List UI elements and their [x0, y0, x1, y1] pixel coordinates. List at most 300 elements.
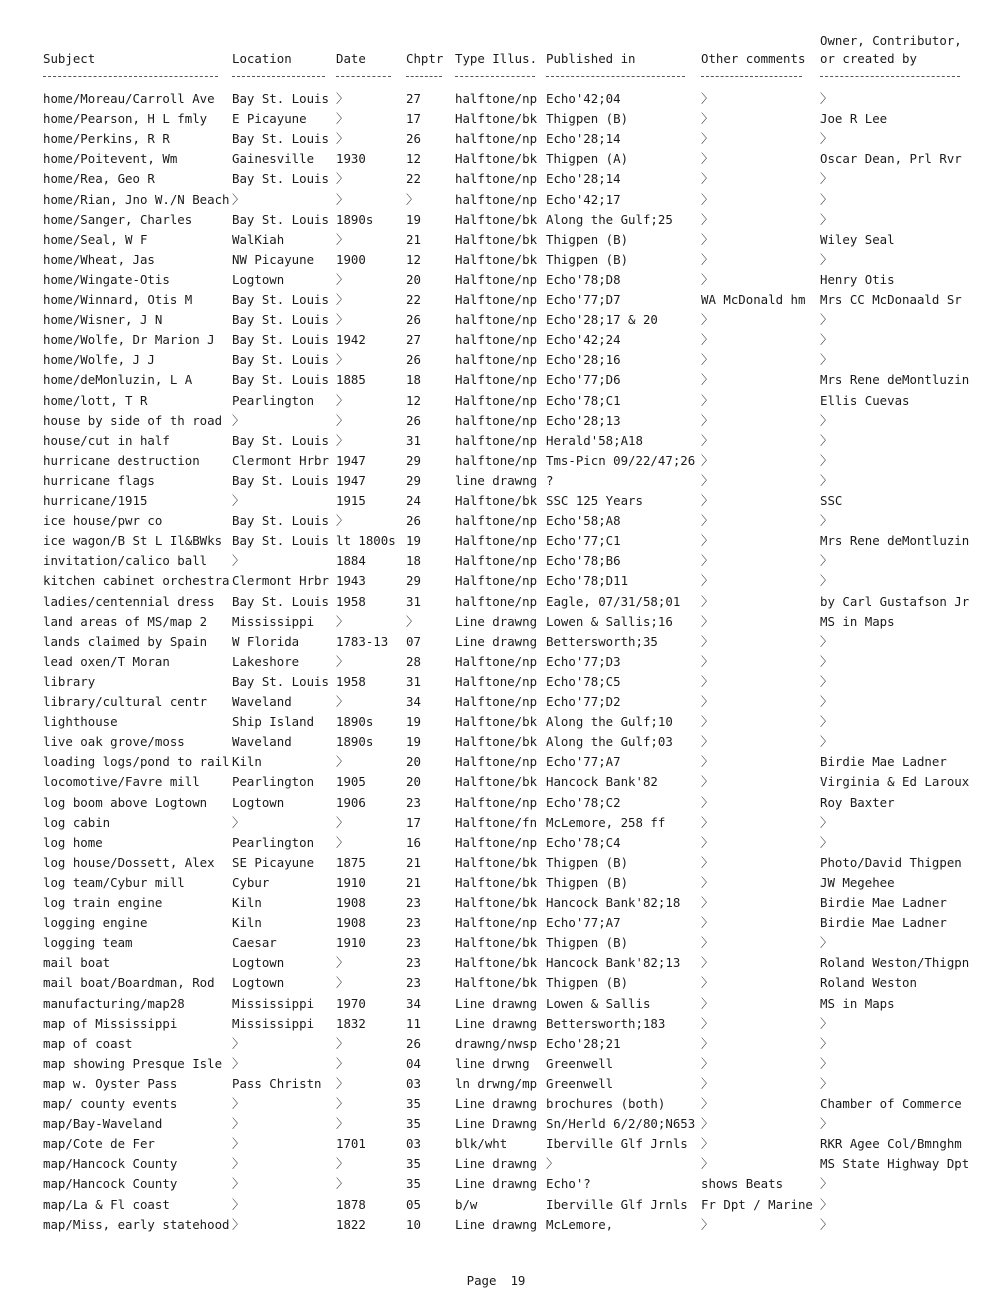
- published-cell: brochures (both): [546, 1096, 666, 1111]
- type-cell: halftone/np: [455, 171, 538, 187]
- comments-cell: 〉: [701, 955, 714, 971]
- comments-cell: 〉: [701, 211, 714, 227]
- chapter-cell: 34: [406, 694, 421, 709]
- chapter-cell: 17: [406, 814, 421, 830]
- published-cell: Bettersworth;35: [546, 633, 658, 649]
- table-row: [43, 230, 973, 250]
- chapter-cell: 21: [406, 874, 421, 890]
- comments-cell: 〉: [701, 432, 714, 448]
- chapter-cell: 19: [406, 533, 421, 549]
- subject-cell: map/Hancock County: [43, 1176, 178, 1192]
- date-cell: 1890s: [336, 714, 374, 730]
- date-cell: 〉: [336, 171, 349, 187]
- subject-cell: map/Cote de Fer: [43, 1136, 155, 1152]
- type-cell: Halftone/bk: [455, 935, 538, 951]
- table-row: [43, 712, 973, 732]
- date-cell: 1943: [336, 573, 366, 589]
- location-cell: Lakeshore: [232, 653, 300, 669]
- published-cell: Echo'77;D3: [546, 653, 621, 669]
- owner-cell: Birdie Mae Ladner: [820, 895, 947, 910]
- chapter-cell: 21: [406, 231, 421, 247]
- chapter-cell: 17: [406, 111, 421, 127]
- location-cell: Bay St. Louis: [232, 131, 329, 147]
- comments-cell: 〉: [701, 553, 714, 569]
- date-cell: 〉: [336, 352, 349, 368]
- type-cell: Halftone/bk: [455, 895, 538, 910]
- owner-cell: Chamber of Commerce: [820, 1096, 962, 1111]
- location-cell: Pass Christn: [232, 1075, 322, 1091]
- date-cell: 〉: [336, 392, 349, 408]
- type-cell: Halftone/bk: [455, 714, 538, 730]
- date-cell: 〉: [336, 231, 349, 247]
- comments-cell: 〉: [701, 392, 714, 408]
- comments-cell: 〉: [701, 513, 714, 529]
- date-cell: 1930: [336, 151, 366, 167]
- type-cell: Halftone/bk: [455, 854, 538, 870]
- subject-cell: home/Wolfe, Dr Marion J: [43, 332, 215, 348]
- date-cell: 1915: [336, 493, 366, 508]
- type-cell: Halftone/bk: [455, 493, 538, 508]
- chapter-cell: 26: [406, 412, 421, 428]
- owner-cell: Virginia & Ed Laroux: [820, 774, 970, 790]
- subject-cell: log cabin: [43, 814, 111, 830]
- type-cell: Line drawng: [455, 1156, 538, 1172]
- comments-cell: 〉: [701, 633, 714, 649]
- owner-cell: 〉: [820, 332, 833, 348]
- table-row: [43, 1114, 973, 1134]
- type-cell: Line drawng: [455, 633, 538, 649]
- table-row: [43, 129, 973, 149]
- published-cell: McLemore, 258 ff: [546, 814, 666, 830]
- owner-cell: 〉: [820, 513, 833, 529]
- table-row: [43, 1195, 973, 1215]
- comments-cell: 〉: [701, 653, 714, 669]
- comments-cell: 〉: [701, 271, 714, 287]
- owner-cell: Henry Otis: [820, 271, 895, 287]
- owner-cell: 〉: [820, 714, 833, 730]
- chapter-cell: 23: [406, 915, 421, 931]
- type-cell: Halftone/np: [455, 694, 538, 709]
- location-cell: Pearlington: [232, 834, 315, 850]
- type-cell: Halftone/bk: [455, 151, 538, 167]
- subject-cell: mail boat: [43, 955, 111, 971]
- subject-cell: log boom above Logtown: [43, 794, 208, 810]
- published-cell: Iberville Glf Jrnls: [546, 1136, 688, 1152]
- chapter-cell: 03: [406, 1075, 421, 1091]
- date-cell: 〉: [336, 1055, 349, 1071]
- date-cell: 〉: [336, 131, 349, 147]
- published-cell: Echo'28;16: [546, 352, 621, 368]
- chapter-cell: 27: [406, 91, 421, 106]
- chapter-cell: 07: [406, 633, 421, 649]
- type-cell: Line drawng: [455, 1176, 538, 1192]
- published-cell: Along the Gulf;10: [546, 714, 673, 730]
- chapter-cell: 29: [406, 452, 421, 468]
- date-cell: 1958: [336, 673, 366, 689]
- location-cell: 〉: [232, 191, 245, 207]
- date-cell: 1905: [336, 774, 366, 790]
- subject-cell: kitchen cabinet orchestra: [43, 573, 230, 589]
- location-cell: 〉: [232, 1055, 245, 1071]
- subject-cell: lead oxen/T Moran: [43, 653, 170, 669]
- location-cell: Clermont Hrbr: [232, 573, 329, 589]
- owner-cell: MS in Maps: [820, 613, 895, 629]
- type-cell: line drawng: [455, 472, 538, 488]
- chapter-cell: 23: [406, 955, 421, 971]
- comments-cell: 〉: [701, 372, 714, 388]
- type-cell: Halftone/np: [455, 573, 538, 589]
- table-row: [43, 592, 973, 612]
- comments-cell: 〉: [701, 754, 714, 770]
- location-cell: Waveland: [232, 694, 292, 709]
- type-cell: Halftone/np: [455, 834, 538, 850]
- location-cell: Kiln: [232, 895, 262, 910]
- table-row: [43, 109, 973, 129]
- table-row: [43, 752, 973, 772]
- separator-rule: [455, 67, 535, 77]
- table-row: [43, 250, 973, 270]
- date-cell: 〉: [336, 955, 349, 971]
- table-row: [43, 1074, 973, 1094]
- page-footer: [0, 1271, 992, 1291]
- published-cell: Thigpen (A): [546, 151, 629, 167]
- location-cell: Mississippi: [232, 613, 315, 629]
- chapter-cell: 29: [406, 472, 421, 488]
- table-row: [43, 1154, 973, 1174]
- comments-cell: WA McDonald hm: [701, 292, 806, 307]
- date-cell: 1947: [336, 452, 366, 468]
- published-cell: Greenwell: [546, 1075, 614, 1091]
- location-cell: Bay St. Louis: [232, 171, 329, 187]
- table-row: [43, 1134, 973, 1154]
- table-row: [43, 793, 973, 813]
- table-row: [43, 873, 973, 893]
- table-row: [43, 893, 973, 913]
- date-cell: 1970: [336, 995, 366, 1011]
- chapter-cell: 20: [406, 774, 421, 790]
- owner-header-line1: Owner, Contributor,: [820, 33, 962, 48]
- published-cell: Echo'78;C4: [546, 834, 621, 850]
- location-cell: Bay St. Louis: [232, 533, 329, 549]
- published-cell: Along the Gulf;03: [546, 734, 673, 750]
- chapter-cell: 24: [406, 493, 421, 508]
- subject-cell: log house/Dossett, Alex: [43, 854, 215, 870]
- location-cell: 〉: [232, 1035, 245, 1051]
- chapter-cell: 18: [406, 372, 421, 388]
- date-cell: 〉: [336, 312, 349, 328]
- date-cell: 〉: [336, 1156, 349, 1172]
- date-cell: 1910: [336, 874, 366, 890]
- date-cell: 〉: [336, 613, 349, 629]
- chapter-cell: 21: [406, 854, 421, 870]
- owner-cell: 〉: [820, 834, 833, 850]
- date-cell: 1947: [336, 472, 366, 488]
- separator-rule: [406, 67, 442, 77]
- table-row: [43, 1054, 973, 1074]
- chapter-cell: 23: [406, 975, 421, 991]
- location-cell: Bay St. Louis: [232, 211, 329, 227]
- comments-cell: 〉: [701, 1015, 714, 1031]
- date-cell: 〉: [336, 754, 349, 770]
- subject-cell: log train engine: [43, 895, 163, 910]
- owner-cell: 〉: [820, 553, 833, 569]
- location-cell: 〉: [232, 814, 245, 830]
- comments-cell: 〉: [701, 312, 714, 328]
- subject-cell: home/Moreau/Carroll Ave: [43, 91, 215, 106]
- location-cell: Gainesville: [232, 151, 315, 167]
- date-cell: 〉: [336, 694, 349, 709]
- owner-cell: 〉: [820, 1196, 833, 1212]
- owner-cell: 〉: [820, 573, 833, 589]
- published-cell: Echo'77;D2: [546, 694, 621, 709]
- comments-cell: 〉: [701, 1136, 714, 1152]
- chapter-cell: 19: [406, 734, 421, 750]
- comments-cell: 〉: [701, 995, 714, 1011]
- date-cell: 1958: [336, 593, 366, 609]
- comments-cell: 〉: [701, 694, 714, 709]
- owner-cell: 〉: [820, 191, 833, 207]
- header-subject: Subject: [43, 51, 96, 66]
- type-cell: Halftone/np: [455, 754, 538, 770]
- type-cell: blk/wht: [455, 1136, 508, 1152]
- date-cell: 〉: [336, 834, 349, 850]
- date-cell: 1783-13: [336, 633, 389, 649]
- type-cell: Halftone/np: [455, 653, 538, 669]
- type-cell: Line drawng: [455, 1096, 538, 1111]
- subject-cell: log team/Cybur mill: [43, 874, 185, 890]
- chapter-cell: 11: [406, 1015, 421, 1031]
- owner-cell: 〉: [820, 734, 833, 750]
- chapter-cell: 〉: [406, 613, 419, 629]
- table-row: [43, 973, 973, 993]
- comments-cell: 〉: [701, 854, 714, 870]
- subject-cell: map/Miss, early statehood: [43, 1216, 230, 1232]
- published-cell: Echo'78;D11: [546, 573, 629, 589]
- location-cell: 〉: [232, 412, 245, 428]
- location-cell: 〉: [232, 1156, 245, 1172]
- published-cell: Echo'78;C1: [546, 392, 621, 408]
- owner-cell: 〉: [820, 1015, 833, 1031]
- comments-cell: 〉: [701, 895, 714, 910]
- subject-cell: hurricane flags: [43, 472, 155, 488]
- published-cell: Echo'77;A7: [546, 915, 621, 931]
- type-cell: Halftone/bk: [455, 774, 538, 790]
- date-cell: 〉: [336, 653, 349, 669]
- comments-cell: 〉: [701, 151, 714, 167]
- location-cell: NW Picayune: [232, 251, 315, 267]
- location-cell: Bay St. Louis: [232, 332, 329, 348]
- table-row: [43, 451, 973, 471]
- type-cell: halftone/np: [455, 432, 538, 448]
- published-cell: Echo'?: [546, 1176, 591, 1192]
- table-row: [43, 531, 973, 551]
- published-cell: Tms-Picn 09/22/47;26: [546, 452, 696, 468]
- subject-cell: home/deMonluzin, L A: [43, 372, 193, 388]
- type-cell: Line drawng: [455, 995, 538, 1011]
- table-row: [43, 411, 973, 431]
- chapter-cell: 27: [406, 332, 421, 348]
- date-cell: 〉: [336, 1116, 349, 1132]
- chapter-cell: 31: [406, 432, 421, 448]
- subject-cell: home/Sanger, Charles: [43, 211, 193, 227]
- table-row: [43, 310, 973, 330]
- type-cell: halftone/np: [455, 452, 538, 468]
- subject-cell: map/Bay-Waveland: [43, 1116, 163, 1132]
- type-cell: Line drawng: [455, 1015, 538, 1031]
- location-cell: 〉: [232, 493, 245, 508]
- table-row: [43, 933, 973, 953]
- chapter-cell: 12: [406, 151, 421, 167]
- location-cell: 〉: [232, 1096, 245, 1111]
- chapter-cell: 31: [406, 673, 421, 689]
- table-row: [43, 1215, 973, 1235]
- published-cell: Herald'58;A18: [546, 432, 643, 448]
- location-cell: 〉: [232, 1176, 245, 1192]
- location-cell: Bay St. Louis: [232, 472, 329, 488]
- separator-rule: [336, 67, 391, 77]
- subject-cell: home/Wheat, Jas: [43, 251, 155, 267]
- owner-cell: 〉: [820, 653, 833, 669]
- comments-cell: 〉: [701, 814, 714, 830]
- location-cell: 〉: [232, 1116, 245, 1132]
- owner-cell: 〉: [820, 1216, 833, 1232]
- table-row: [43, 290, 973, 310]
- owner-cell: Mrs Rene deMontluzin: [820, 372, 970, 388]
- date-cell: 1942: [336, 332, 366, 348]
- date-cell: 1884: [336, 553, 366, 569]
- table-row: [43, 813, 973, 833]
- date-cell: 〉: [336, 412, 349, 428]
- owner-cell: Oscar Dean, Prl Rvr: [820, 151, 962, 167]
- subject-cell: home/Wisner, J N: [43, 312, 163, 328]
- table-row: [43, 632, 973, 652]
- owner-cell: 〉: [820, 694, 833, 709]
- type-cell: halftone/np: [455, 332, 538, 348]
- separator-rule: [232, 67, 325, 77]
- table-row: [43, 169, 973, 189]
- type-cell: Halftone/np: [455, 553, 538, 569]
- owner-cell: 〉: [820, 452, 833, 468]
- published-cell: Echo'42;04: [546, 91, 621, 106]
- location-cell: Logtown: [232, 271, 285, 287]
- subject-cell: library/cultural centr: [43, 694, 208, 709]
- owner-cell: 〉: [820, 251, 833, 267]
- type-cell: line drwng: [455, 1055, 530, 1071]
- owner-cell: 〉: [820, 211, 833, 227]
- date-cell: 〉: [336, 1035, 349, 1051]
- subject-cell: house by side of th road: [43, 412, 223, 428]
- owner-cell: 〉: [820, 432, 833, 448]
- chapter-cell: 35: [406, 1116, 421, 1132]
- chapter-cell: 35: [406, 1176, 421, 1192]
- date-cell: 〉: [336, 975, 349, 991]
- comments-cell: 〉: [701, 975, 714, 991]
- subject-cell: map/La & Fl coast: [43, 1196, 170, 1212]
- owner-cell: MS State Highway Dpt: [820, 1156, 970, 1172]
- published-cell: Echo'28;17 & 20: [546, 312, 658, 328]
- subject-cell: map of coast: [43, 1035, 133, 1051]
- published-cell: Thigpen (B): [546, 874, 629, 890]
- type-cell: halftone/np: [455, 312, 538, 328]
- type-cell: halftone/np: [455, 131, 538, 147]
- table-row: [43, 391, 973, 411]
- owner-cell: Mrs Rene deMontluzin: [820, 533, 970, 549]
- comments-cell: 〉: [701, 493, 714, 508]
- owner-cell: 〉: [820, 472, 833, 488]
- date-cell: 1832: [336, 1015, 366, 1031]
- table-row: [43, 652, 973, 672]
- separator-rule: [43, 67, 218, 77]
- type-cell: Halftone/bk: [455, 975, 538, 991]
- subject-cell: invitation/calico ball: [43, 553, 208, 569]
- chapter-cell: 28: [406, 653, 421, 669]
- comments-cell: 〉: [701, 1055, 714, 1071]
- subject-cell: home/Wingate-Otis: [43, 271, 170, 287]
- owner-cell: by Carl Gustafson Jr: [820, 593, 970, 609]
- chapter-cell: 35: [406, 1096, 421, 1111]
- date-cell: 1908: [336, 915, 366, 931]
- header-separator: [43, 67, 973, 87]
- date-cell: 〉: [336, 1075, 349, 1091]
- chapter-cell: 04: [406, 1055, 421, 1071]
- comments-cell: 〉: [701, 1116, 714, 1132]
- location-cell: Bay St. Louis: [232, 673, 329, 689]
- comments-cell: 〉: [701, 734, 714, 750]
- date-cell: 〉: [336, 111, 349, 127]
- table-row: [43, 350, 973, 370]
- subject-cell: home/Wolfe, J J: [43, 352, 155, 368]
- location-cell: 〉: [232, 1216, 245, 1232]
- subject-cell: house/cut in half: [43, 432, 170, 448]
- type-cell: Line drawng: [455, 1216, 538, 1232]
- subject-cell: logging team: [43, 935, 133, 951]
- published-cell: Echo'78;C5: [546, 673, 621, 689]
- location-cell: Bay St. Louis: [232, 372, 329, 388]
- location-cell: 〉: [232, 1196, 245, 1212]
- published-cell: Thigpen (B): [546, 935, 629, 951]
- chapter-cell: 23: [406, 794, 421, 810]
- type-cell: Halftone/fn: [455, 814, 538, 830]
- location-cell: 〉: [232, 1136, 245, 1152]
- location-cell: WalKiah: [232, 231, 285, 247]
- subject-cell: hurricane/1915: [43, 493, 148, 508]
- owner-cell: 〉: [820, 935, 833, 951]
- comments-cell: 〉: [701, 533, 714, 549]
- subject-cell: home/lott, T R: [43, 392, 148, 408]
- date-cell: 1910: [336, 935, 366, 951]
- owner-cell: 〉: [820, 352, 833, 368]
- chapter-cell: 26: [406, 1035, 421, 1051]
- location-cell: Caesar: [232, 935, 277, 951]
- subject-cell: logging engine: [43, 915, 148, 931]
- table-row: [43, 953, 973, 973]
- type-cell: Halftone/np: [455, 915, 538, 931]
- comments-cell: 〉: [701, 774, 714, 790]
- location-cell: Clermont Hrbr: [232, 452, 329, 468]
- published-cell: Bettersworth;183: [546, 1015, 666, 1031]
- header-published: Published in: [546, 51, 636, 66]
- date-cell: 〉: [336, 292, 349, 307]
- type-cell: halftone/np: [455, 352, 538, 368]
- published-cell: Iberville Glf Jrnls: [546, 1196, 688, 1212]
- table-row: [43, 491, 973, 511]
- table-row: [43, 692, 973, 712]
- date-cell: 1701: [336, 1136, 366, 1152]
- owner-cell: MS in Maps: [820, 995, 895, 1011]
- chapter-cell: 22: [406, 292, 421, 307]
- subject-cell: map of Mississippi: [43, 1015, 178, 1031]
- type-cell: Halftone/bk: [455, 111, 538, 127]
